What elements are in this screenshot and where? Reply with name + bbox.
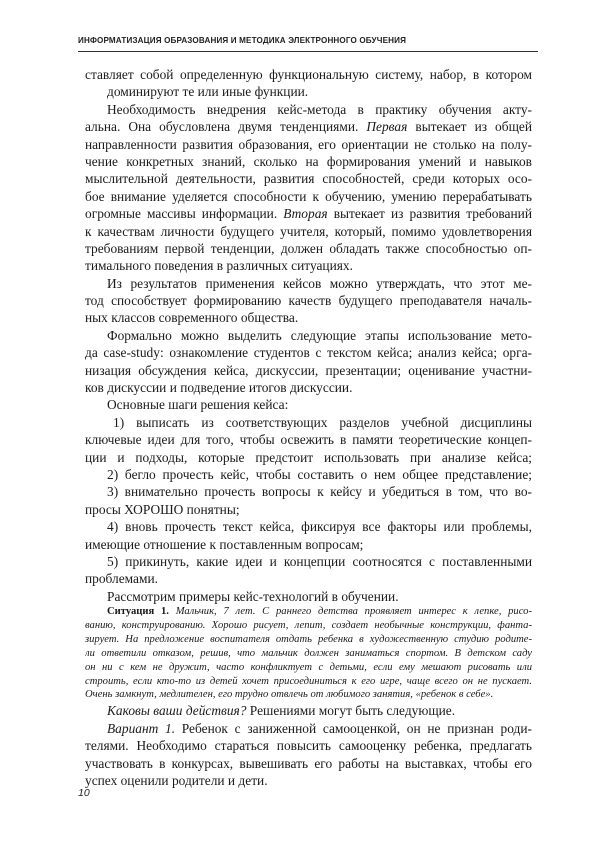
- text-line: требованиям первой тенденции, должен обладать также способностью оп-: [85, 240, 532, 256]
- text-line: к качествам личности будущего учителя, который, помимо удовлетворения: [85, 223, 532, 239]
- situation-line: строить, если кто-то из детей хочет присоединиться к его игре, чаще всего он не пускает.: [85, 675, 532, 687]
- text-line: участвовать в конкурсах, вывешивать его работы на выставках, чтобы его: [85, 755, 532, 771]
- text-line: Каковы ваши действия? Решениями могут быть следующие.: [107, 703, 456, 719]
- text-line: да case-study: ознакомление студентов с текстом кейса; анализ кейса; орга-: [85, 345, 532, 361]
- list-item-2: 2) бегло прочесть кейс, чтобы составить о нем общее представление;: [107, 466, 532, 482]
- situation-line: Очень замкнут, медлителен, его трудно отвлечь от любимого занятия, «ребенок в себе».: [85, 689, 494, 701]
- situation-line: он ни с кем не дружит, часто конфликтует с детьми, если ему мешают рисовать или: [85, 661, 532, 673]
- text-line: Основные шаги решения кейса:: [107, 397, 289, 413]
- text-line: бое внимание уделяется способности к обучению, умению перерабатывать: [85, 188, 532, 204]
- text-line: просы ХОРОШО понятны;: [85, 501, 240, 517]
- text-line: альна. Она обусловлена двумя тенденциями. Первая вытекает из общей: [85, 119, 532, 135]
- text-line: направленности развития образования, его ориентации не столько на полу-: [85, 136, 532, 152]
- text-line: проблемами.: [85, 571, 158, 587]
- text-line: тод способствует формированию качеств будущего преподавателя началь-: [85, 293, 532, 309]
- running-header: ИНФОРМАТИЗАЦИЯ ОБРАЗОВАНИЯ И МЕТОДИКА ЭЛЕКТРОННОГО ОБУЧЕНИЯ: [78, 36, 407, 45]
- text-line: ции и подходы, которые предстоит использовать при анализе кейса;: [85, 449, 532, 465]
- emphasis: Вторая: [283, 206, 328, 222]
- text-line: ков дискуссии и подведение итогов дискуссии.: [85, 380, 353, 396]
- list-item-4: 4) вновь прочесть текст кейса, фиксируя все факторы или проблемы,: [107, 519, 532, 535]
- text-line: успех оценили родители и дети.: [85, 772, 268, 788]
- situation-label: Ситуация 1.: [107, 606, 169, 618]
- text-line: Вариант 1. Ребенок с заниженной самооценкой, он не признан роди-: [107, 720, 532, 736]
- text-line: Необходимость внедрения кейс-метода в практику обучения акту-: [107, 101, 532, 117]
- page-number: 10: [78, 787, 90, 799]
- text-line: доминируют те или иные функции.: [107, 84, 309, 100]
- emphasis: Каковы ваши действия?: [107, 703, 247, 719]
- emphasis: Вариант 1.: [107, 720, 176, 736]
- text-line: тимального поведения в различных ситуациях.: [85, 258, 353, 274]
- text-line: Рассмотрим примеры кейс-технологий в обучении.: [107, 588, 399, 604]
- situation-line: ли ответили отказом, решив, что мальчик должен заниматься спортом. В детском саду: [85, 647, 532, 659]
- list-item-1: 1) выписать из соответствующих разделов учебной дисциплины: [113, 414, 532, 430]
- page-body: [85, 66, 532, 789]
- emphasis: Первая: [366, 119, 408, 135]
- text-line: огромные массивы информации. Вторая вытекает из развития требований: [85, 206, 532, 222]
- header-rule: [78, 51, 538, 52]
- text-line: Из результатов применения кейсов можно утверждать, что этот ме-: [107, 275, 532, 291]
- text-line: чение конкретных знаний, сколько на формирования умений и навыков: [85, 153, 532, 169]
- text-line: ставляет собой определенную функциональную систему, набор, в котором: [85, 67, 532, 82]
- text-line: Формально можно выделить следующие этапы использование мето-: [107, 327, 532, 343]
- list-item-3: 3) внимательно прочесть вопросы к кейсу и убедиться в том, что во-: [107, 484, 532, 500]
- list-item-5: 5) прикинуть, какие идеи и концепции соотносятся с поставленными: [107, 553, 532, 569]
- text-line: ключевые идеи для того, чтобы освежить в памяти теоретические концеп-: [85, 432, 532, 448]
- text-line: мыслительной деятельности, развития способностей, среди которых осо-: [85, 171, 532, 187]
- text-line: ных классов современного общества.: [85, 310, 299, 326]
- situation-line: Ситуация 1. Мальчик, 7 лет. С раннего детства проявляет интерес к лепке, рисо-: [107, 606, 532, 618]
- situation-line: зирует. На предложение воспитателя отдать ребенка в художественную студию родите-: [85, 633, 532, 645]
- text-line: имеющие отношение к поставленным вопросам;: [85, 536, 364, 552]
- text-line: телями. Необходимо стараться повысить самооценку ребенка, предлагать: [85, 738, 532, 754]
- text-line: низация обсуждения кейса, дискуссии, презентации; оценивание участни-: [85, 362, 532, 378]
- situation-line: ванию, конструированию. Хорошо рисует, лепит, создает необычные конструкции, фанта-: [85, 620, 532, 631]
